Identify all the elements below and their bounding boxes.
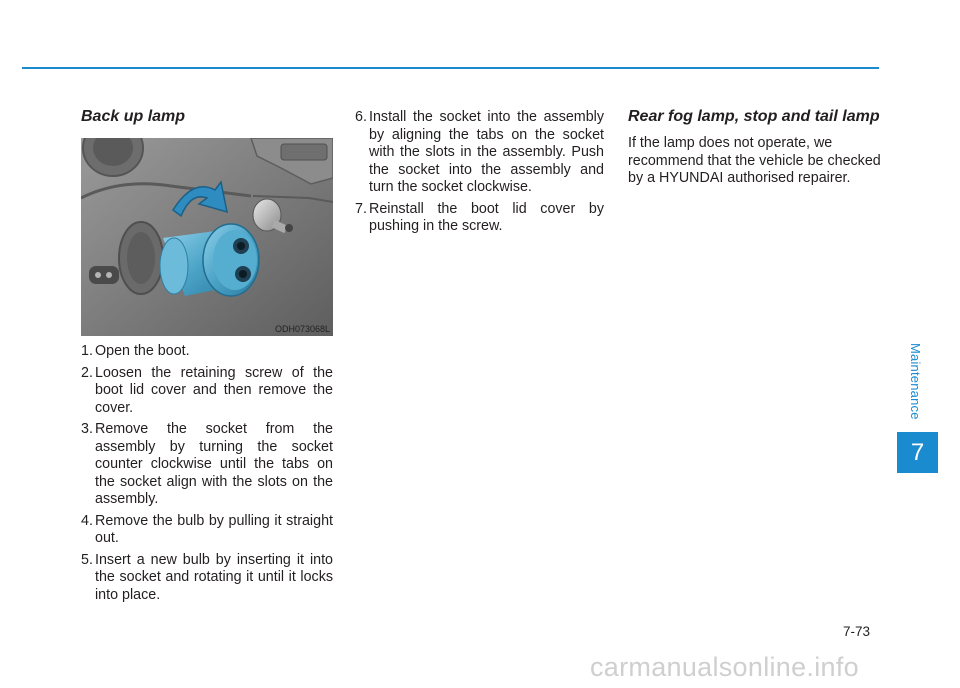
step-number: 2.	[81, 364, 93, 381]
step-text: Remove the bulb by pulling it straight out.	[95, 512, 333, 546]
step-item	[81, 513, 333, 548]
column-middle	[355, 109, 604, 240]
rear-fog-lamp-text: If the lamp does not operate, we recommend that the vehicle be checked by a HYUNDAI authorised repairer.	[628, 135, 881, 186]
step-number: 1.	[81, 343, 93, 359]
section-sidebar-label: Maintenance	[908, 343, 923, 420]
backup-lamp-heading: Back up lamp	[81, 108, 186, 125]
step-number: 7.	[355, 200, 367, 217]
column-left	[81, 108, 333, 608]
rear-fog-lamp-heading: Rear fog lamp, stop and tail lamp	[628, 108, 880, 125]
step-item	[81, 421, 333, 509]
step-text: Insert a new bulb by inserting it into the socket and rotating it until it locks into place.	[95, 551, 333, 603]
step-text: Install the socket into the assembly by aligning the tabs on the socket with the slots in the assembly. Push the socket into the assembly and turn the socket clockwise.	[369, 109, 604, 195]
chapter-tab: 7	[897, 432, 938, 473]
backup-lamp-figure	[81, 138, 333, 336]
step-item	[355, 201, 604, 236]
step-item	[81, 365, 333, 418]
column-right	[628, 108, 882, 188]
step-number: 3.	[81, 421, 93, 437]
step-text: Open the boot.	[95, 343, 190, 359]
step-number: 4.	[81, 512, 93, 529]
watermark: carmanualsonline.info	[590, 652, 859, 682]
page-number: 7-73	[843, 624, 871, 639]
header-rule	[22, 67, 879, 69]
step-text: Reinstall the boot lid cover by pushing in the screw.	[369, 200, 604, 234]
figure-code: ODH073068L	[274, 324, 330, 334]
socket-illustration	[81, 138, 333, 336]
step-item	[81, 552, 333, 605]
step-number: 6.	[355, 109, 367, 125]
steps-list-left	[81, 343, 333, 604]
steps-list-middle	[355, 109, 604, 236]
step-item	[81, 343, 333, 361]
step-item	[355, 109, 604, 197]
step-text: Loosen the retaining screw of the boot lid cover and then remove the cover.	[95, 364, 333, 416]
step-number: 5.	[81, 551, 93, 568]
step-text: Remove the socket from the assembly by turning the socket counter clockwise until the tabs on the socket align with the slots on the assembly.	[95, 421, 333, 507]
